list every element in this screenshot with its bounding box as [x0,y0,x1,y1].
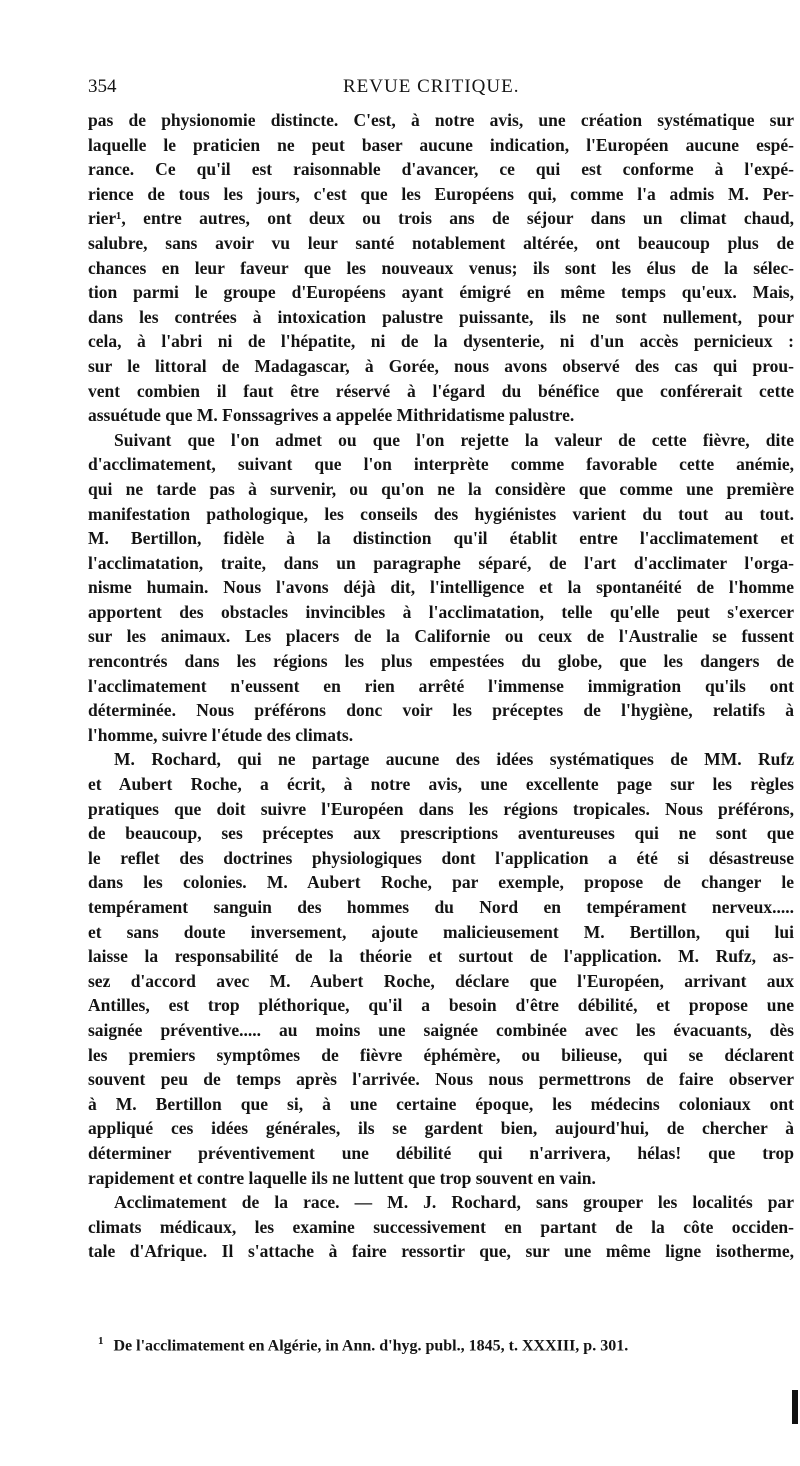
text-line: et sans doute inversement, ajoute malicieusement M. Bertillon, qui lui [88,921,794,942]
text-line: dans les colonies. M. Aubert Roche, par exemple, propose de changer le [88,872,794,893]
text-line: pratiques que doit suivre l'Européen dans les régions tropicales. Nous préférons, [88,798,794,819]
text-line: M. Bertillon, fidèle à la distinction qu'il établit entre l'acclimatement et [88,528,794,549]
text-line: pas de physionomie distincte. C'est, à notre avis, une création systématique sur [88,110,794,130]
footnote [98,1330,792,1357]
page-number: 354 [88,76,117,97]
text-line: tion parmi le groupe d'Européens ayant émigré en même temps qu'eux. Mais, [88,282,794,303]
text-line: tale d'Afrique. Il s'attache à faire ressortir que, sur une même ligne isotherme, [88,1241,794,1262]
text-line: l'homme, suivre l'étude des climats. [88,724,354,745]
text-line: laisse la responsabilité de la théorie et surtout de l'application. M. Rufz, as- [88,946,794,967]
text-line: assuétude que M. Fonssagrives a appelée Mithridatisme palustre. [88,405,575,426]
text-line: rance. Ce qu'il est raisonnable d'avancer, ce qui est conforme à l'expé- [88,159,794,180]
text-line: laquelle le praticien ne peut baser aucune indication, l'Européen aucune espé- [88,134,794,155]
article-body [88,108,794,1264]
text-line: les premiers symptômes de fièvre éphémère, ou bilieuse, qui se déclarent [88,1044,794,1065]
text-line: Antilles, est trop pléthorique, qu'il a besoin d'être débilité, et propose une [88,995,794,1016]
text-line: le reflet des doctrines physiologiques dont l'application a été si désastreuse [88,847,794,868]
text-line: tempérament sanguin des hommes du Nord en tempérament nerveux..... [88,897,794,917]
text-line: rencontrés dans les régions les plus empestées du globe, que les dangers de [88,651,794,672]
text-line: sur le littoral de Madagascar, à Gorée, nous avons observé des cas qui prou- [88,355,794,376]
paragraph-start-line: Acclimatement de la race. — M. J. Rochard, sans grouper les localités par [114,1192,794,1213]
text-line: d'acclimatement, suivant que l'on interprète comme favorable cette anémie, [88,454,794,475]
text-line: climats médicaux, les examine successivement en partant de la côte occiden- [88,1216,794,1237]
text-line: l'acclimatation, traite, dans un paragraphe séparé, de l'art d'acclimater l'orga- [88,552,794,573]
text-line: manifestation pathologique, les conseils des hygiénistes varient du tout au tout. [88,503,794,524]
text-line: saignée préventive..... au moins une saignée combinée avec les évacuants, dès [88,1019,794,1040]
text-line: sur les animaux. Les placers de la Californie ou ceux de l'Australie se fussent [88,626,794,647]
text-line: rience de tous les jours, c'est que les Européens qui, comme l'a admis M. Per- [88,183,794,204]
text-line: souvent peu de temps après l'arrivée. Nous nous permettrons de faire observer [88,1069,794,1090]
text-line: salubre, sans avoir vu leur santé notablement altérée, ont beaucoup plus de [88,232,794,253]
text-line: à M. Bertillon que si, à une certaine époque, les médecins coloniaux ont [88,1093,794,1114]
text-line: chances en leur faveur que les nouveaux venus; ils sont les élus de la sélec- [88,257,794,278]
text-line: et Aubert Roche, a écrit, à notre avis, une excellente page sur les règles [88,774,794,795]
text-line: l'acclimatement n'eussent en rien arrêté l'immense immigration qu'ils ont [88,675,794,696]
text-line: déterminée. Nous préférons donc voir les préceptes de l'hygiène, relatifs à [88,700,794,721]
page-header [88,72,794,102]
footnote-mark: 1 [98,1335,104,1347]
text-line: vent combien il faut être réservé à l'égard du bénéfice que conférerait cette [88,380,794,401]
text-line: qui ne tarde pas à survenir, ou qu'on ne la considère que comme une première [88,478,794,499]
scan-edge-mark [792,1390,798,1424]
text-line: dans les contrées à intoxication palustre puissante, ils ne sont nullement, pour [88,306,794,327]
paragraph-start-line: M. Rochard, qui ne partage aucune des idées systématiques de MM. Rufz [114,749,794,770]
text-line: cela, à l'abri ni de l'hépatite, ni de la dysenterie, ni d'un accès pernicieux : [88,331,794,352]
text-line: appliqué ces idées générales, ils se gardent bien, aujourd'hui, de chercher à [88,1118,794,1139]
text-line: de beaucoup, ses préceptes aux prescriptions aventureuses qui ne sont que [88,823,794,844]
text-line: déterminer préventivement une débilité qui n'arrivera, hélas! que trop [88,1142,794,1163]
book-page [88,72,794,1264]
running-title: REVUE CRITIQUE. [343,76,520,97]
footnote-text: De l'acclimatement en Algérie, in Ann. d'hyg. publ., 1845, t. XXXIII, p. 301. [113,1337,629,1355]
text-line: nisme humain. Nous l'avons déjà dit, l'intelligence et la spontanéité de l'homme [88,577,794,598]
text-line: sez d'accord avec M. Aubert Roche, déclare que l'Européen, arrivant aux [88,970,794,991]
text-line: rier¹, entre autres, ont deux ou trois ans de séjour dans un climat chaud, [88,208,794,229]
paragraph-start-line: Suivant que l'on admet ou que l'on rejette la valeur de cette fièvre, dite [114,429,794,450]
text-line: apportent des obstacles invincibles à l'acclimatation, telle qu'elle peut s'exercer [88,601,794,622]
text-line: rapidement et contre laquelle ils ne luttent que trop souvent en vain. [88,1167,596,1188]
